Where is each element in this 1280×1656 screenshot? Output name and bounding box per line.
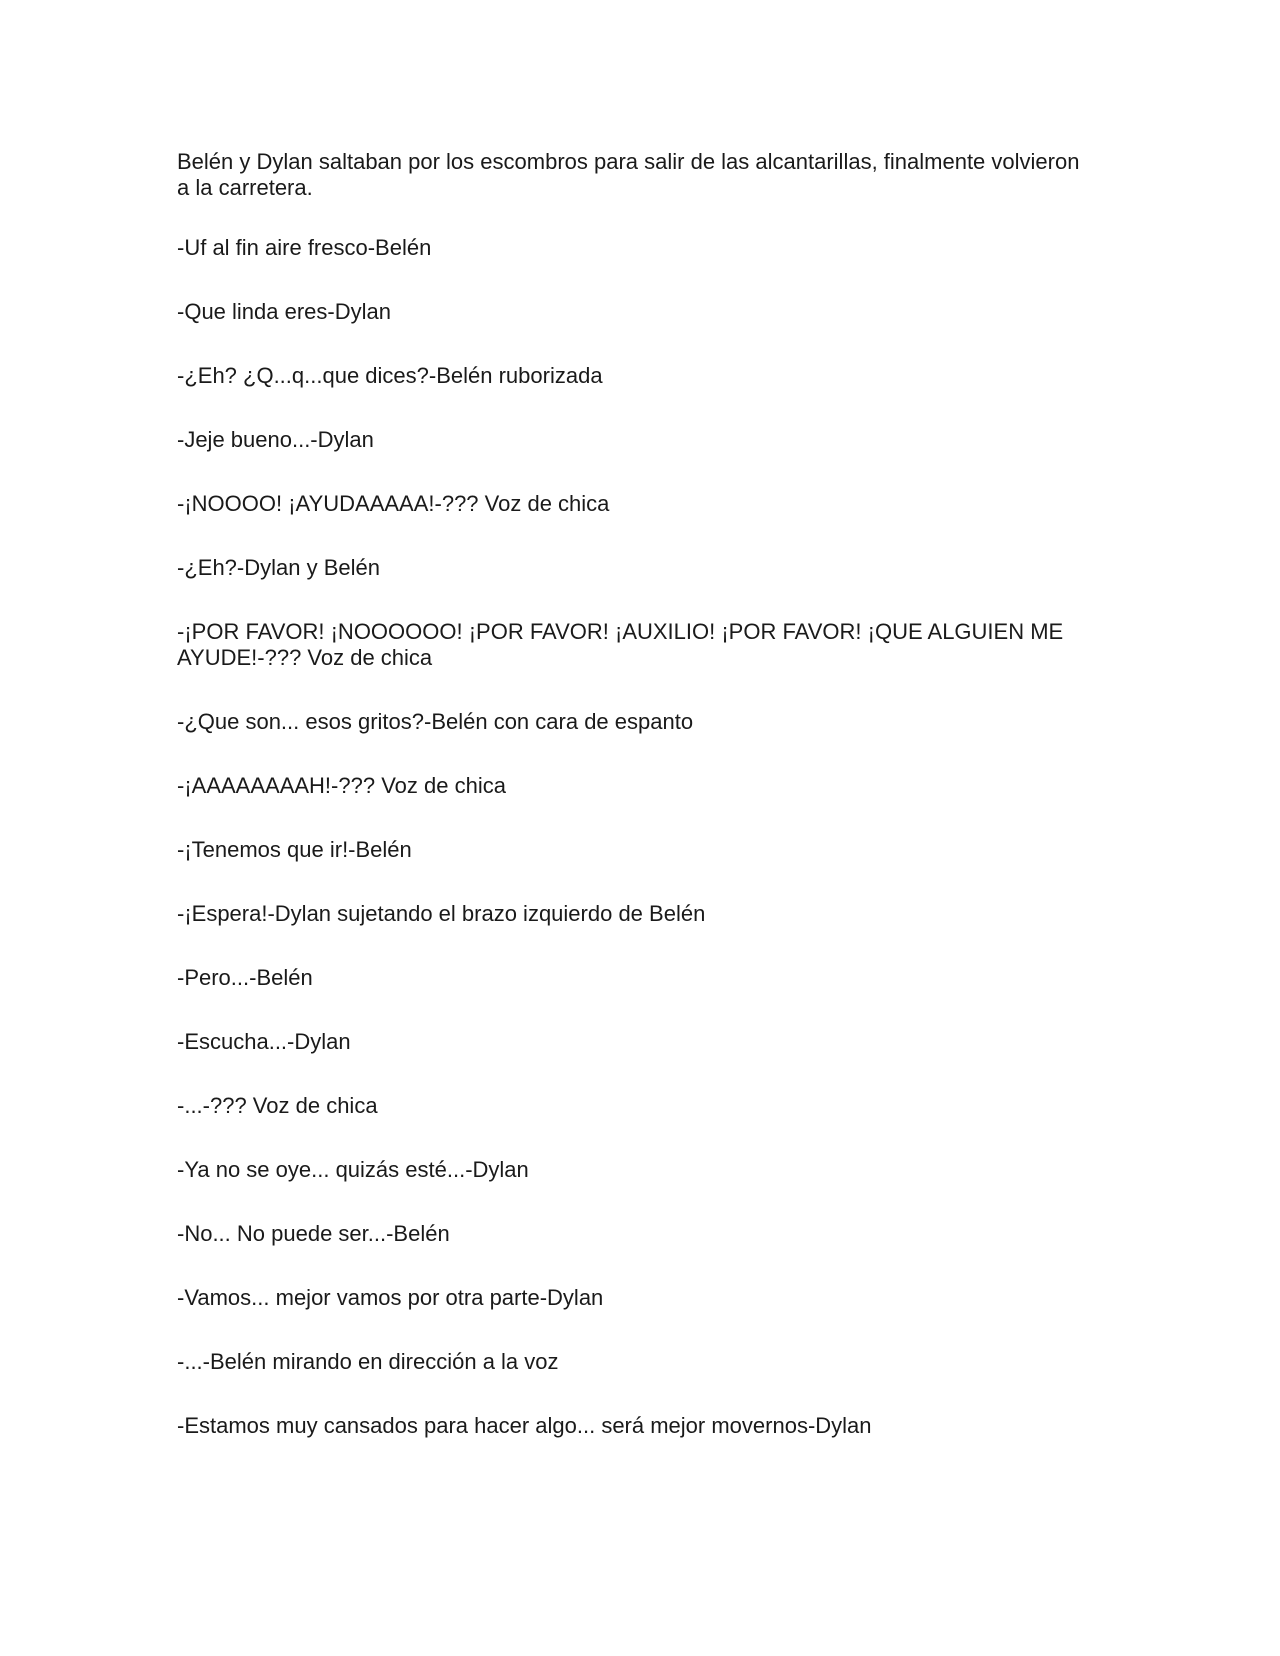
narration-paragraph: Belén y Dylan saltaban por los escombros para salir de las alcantarillas, finalmente volvieron a la carretera. (177, 149, 1080, 200)
dialogue-line: -¡AAAAAAAAH!-??? Voz de chica (177, 773, 506, 798)
dialogue-line: -¡Tenemos que ir!-Belén (177, 837, 412, 862)
dialogue-line: -¡NOOOO! ¡AYUDAAAAA!-??? Voz de chica (177, 491, 610, 516)
dialogue-line: -...-??? Voz de chica (177, 1093, 378, 1118)
dialogue-line: -Escucha...-Dylan (177, 1029, 351, 1054)
dialogue-line: -Estamos muy cansados para hacer algo... será mejor movernos-Dylan (177, 1413, 872, 1438)
dialogue-line: -¡Espera!-Dylan sujetando el brazo izquierdo de Belén (177, 901, 706, 926)
dialogue-line: -¿Eh?-Dylan y Belén (177, 555, 380, 580)
dialogue-line: -Vamos... mejor vamos por otra parte-Dylan (177, 1285, 604, 1310)
dialogue-line: -Jeje bueno...-Dylan (177, 427, 374, 452)
dialogue-line: -¿Eh? ¿Q...q...que dices?-Belén ruborizada (177, 363, 603, 388)
dialogue-line: -Que linda eres-Dylan (177, 299, 391, 324)
dialogue-line: -No... No puede ser...-Belén (177, 1221, 450, 1246)
dialogue-line: -¿Que son... esos gritos?-Belén con cara de espanto (177, 709, 694, 734)
document-body (177, 149, 1097, 1477)
dialogue-line: -Uf al fin aire fresco-Belén (177, 235, 432, 260)
dialogue-line: -...-Belén mirando en dirección a la voz (177, 1349, 559, 1374)
dialogue-line: -Ya no se oye... quizás esté...-Dylan (177, 1157, 529, 1182)
dialogue-line: -Pero...-Belén (177, 965, 313, 990)
dialogue-line: -¡POR FAVOR! ¡NOOOOOO! ¡POR FAVOR! ¡AUXILIO! ¡POR FAVOR! ¡QUE ALGUIEN ME AYUDE!-??? Voz de chica (177, 619, 1064, 670)
